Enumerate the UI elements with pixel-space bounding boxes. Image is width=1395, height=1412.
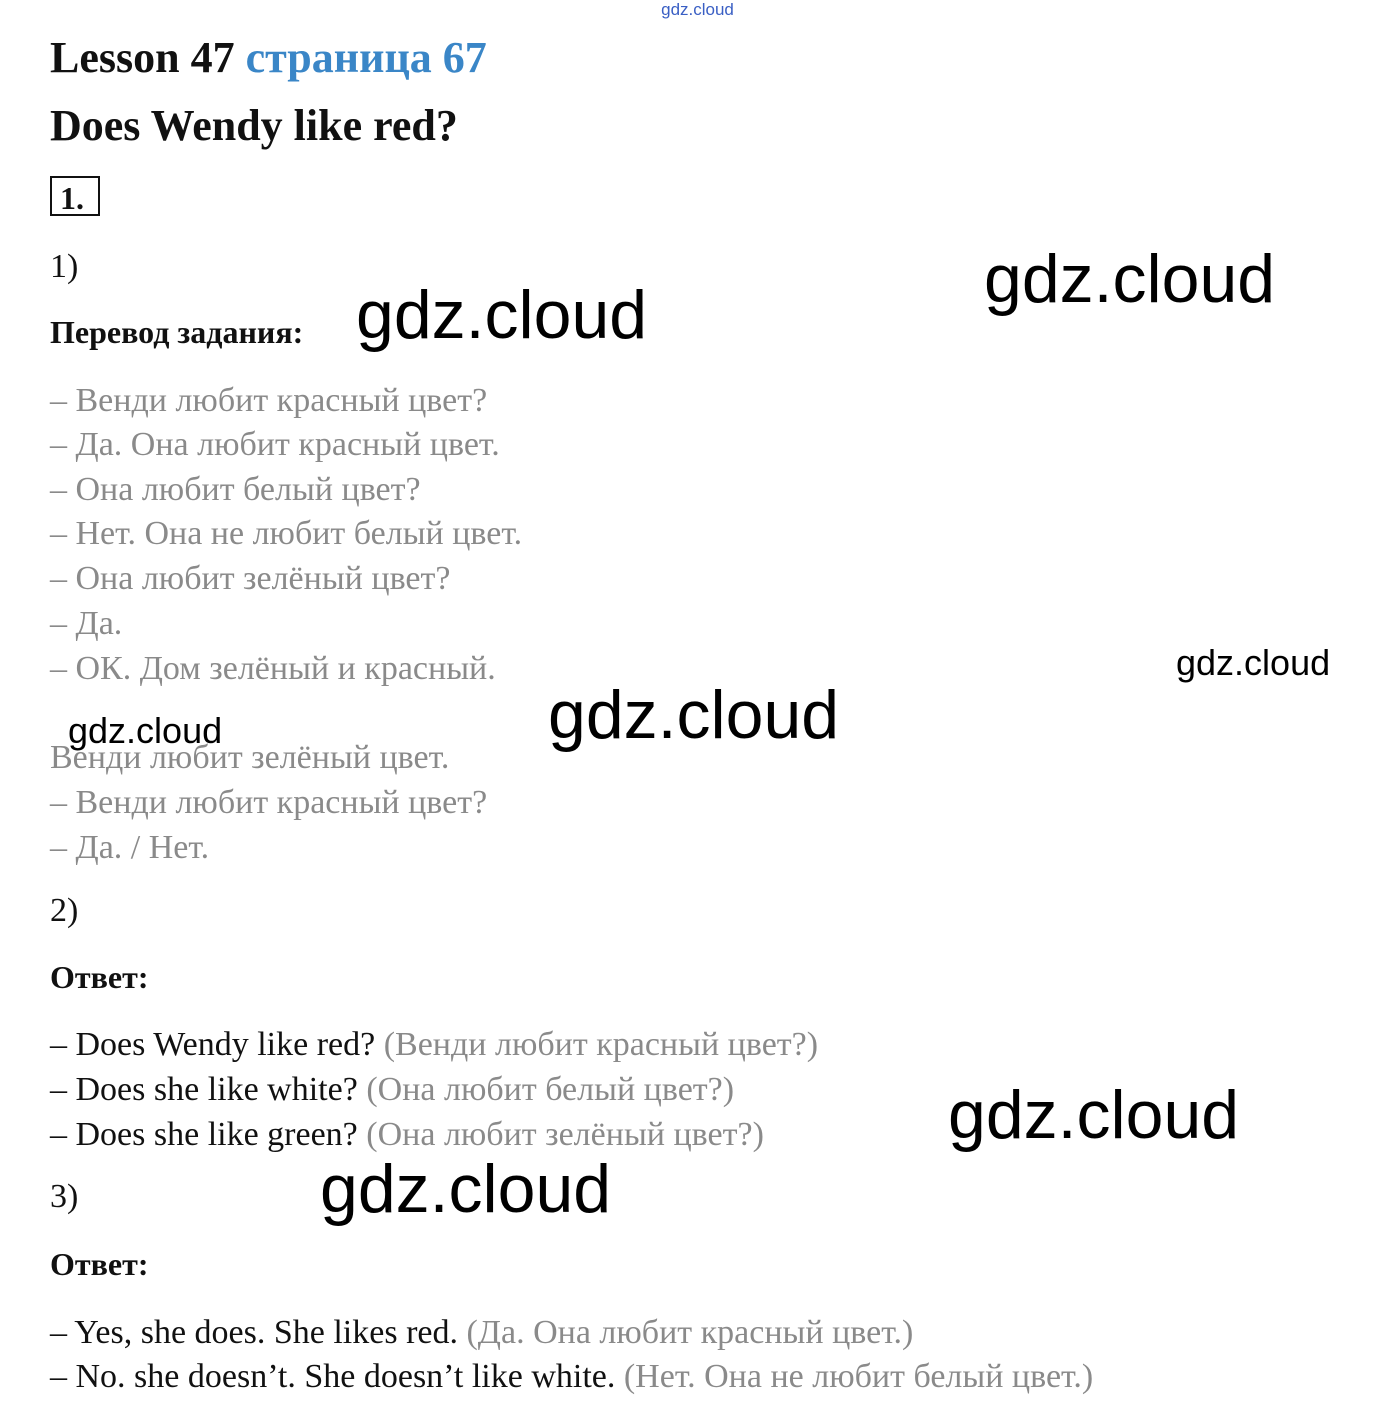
watermark: gdz.cloud xyxy=(1176,642,1331,683)
answer-line xyxy=(50,1116,764,1154)
answer-english: – No. she doesn’t. She doesn’t like white. xyxy=(50,1358,616,1395)
part2-number: 2) xyxy=(50,892,79,929)
answer-english: – Yes, she does. She likes red. xyxy=(50,1314,458,1351)
part3-label: Ответ: xyxy=(50,1246,149,1282)
answer-russian: (Да. Она любит красный цвет.) xyxy=(466,1314,914,1351)
watermark: gdz.cloud xyxy=(320,1151,612,1227)
translation-line: – Венди любит красный цвет? xyxy=(50,382,488,419)
translation-line: – Она любит зелёный цвет? xyxy=(50,560,451,597)
top-watermark: gdz.cloud xyxy=(661,0,734,19)
translation-line: Венди любит зелёный цвет. xyxy=(50,739,450,776)
answer-russian: (Она любит белый цвет?) xyxy=(366,1071,735,1108)
answer-russian: (Нет. Она не любит белый цвет.) xyxy=(623,1358,1094,1395)
watermark: gdz.cloud xyxy=(984,241,1276,317)
lesson-title xyxy=(50,32,487,83)
answer-english: – Does she like white? xyxy=(50,1071,358,1108)
lesson-number: Lesson 47 xyxy=(50,33,235,82)
part3-number: 3) xyxy=(50,1178,79,1215)
translation-line: – Она любит белый цвет? xyxy=(50,471,421,508)
page-number: страница 67 xyxy=(245,33,487,82)
part1-label: Перевод задания: xyxy=(50,314,304,350)
answer-line xyxy=(50,1071,734,1109)
translation-line: – ОК. Дом зелёный и красный. xyxy=(50,650,496,687)
watermark: gdz.cloud xyxy=(548,677,840,753)
translation-line: – Да. xyxy=(50,605,123,642)
watermark: gdz.cloud xyxy=(68,710,223,751)
translation-line: – Нет. Она не любит белый цвет. xyxy=(50,515,523,552)
answer-line xyxy=(50,1314,913,1352)
answer-russian: (Венди любит красный цвет?) xyxy=(383,1026,819,1063)
answer-line xyxy=(50,1026,818,1064)
lesson-subtitle: Does Wendy like red? xyxy=(50,101,458,150)
translation-line: – Да. / Нет. xyxy=(50,829,210,866)
answer-english: – Does she like green? xyxy=(50,1116,358,1153)
part2-label: Ответ: xyxy=(50,959,149,995)
watermark: gdz.cloud xyxy=(948,1077,1240,1153)
exercise-number: 1. xyxy=(50,176,100,216)
answer-english: – Does Wendy like red? xyxy=(50,1026,376,1063)
translation-line: – Да. Она любит красный цвет. xyxy=(50,426,500,463)
answer-line xyxy=(50,1358,1093,1396)
watermark: gdz.cloud xyxy=(356,277,648,353)
answer-russian: (Она любит зелёный цвет?) xyxy=(366,1116,764,1153)
translation-line: – Венди любит красный цвет? xyxy=(50,784,488,821)
part1-number: 1) xyxy=(50,248,79,285)
